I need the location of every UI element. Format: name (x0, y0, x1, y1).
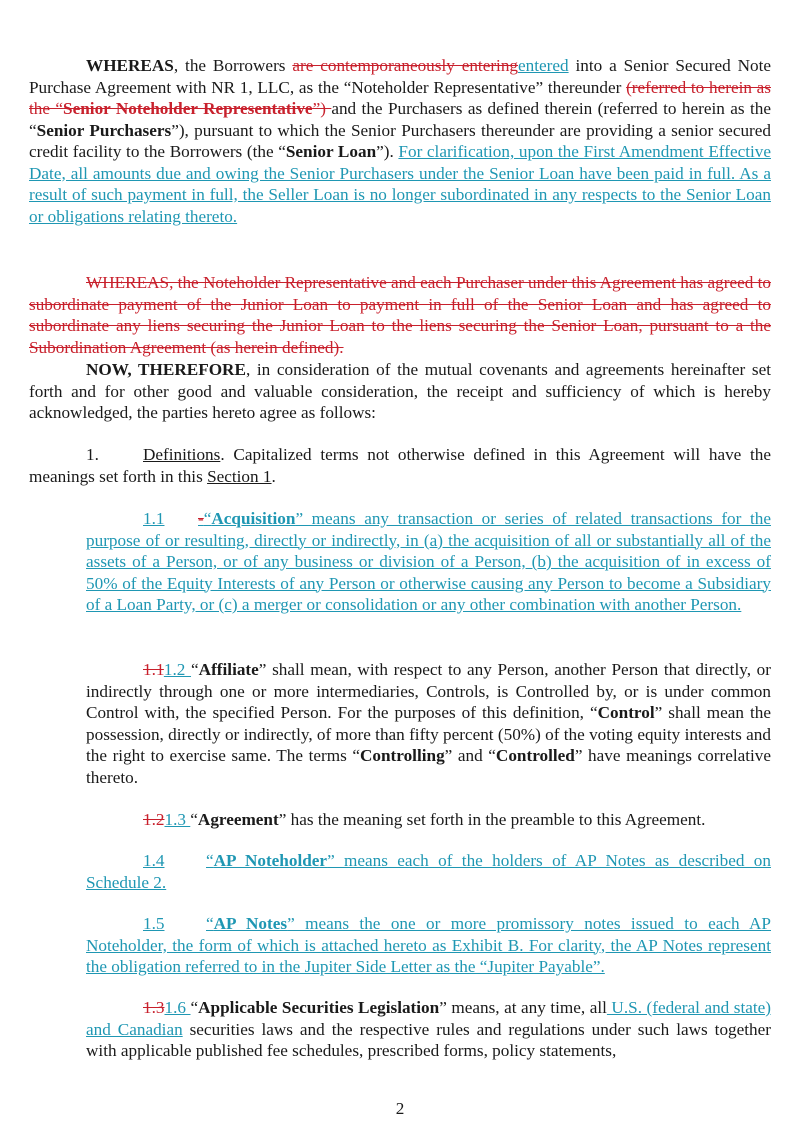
text-run: . Capitalized terms not otherwise defined in this Agreement will have the meanings set forth in this (29, 445, 771, 486)
inserted-number: 1.6 (164, 998, 191, 1017)
text-run: “ (190, 998, 199, 1017)
definition-number: 1.1 (143, 509, 165, 528)
defined-term: Applicable Securities Legislation (198, 998, 440, 1017)
definition-number: 1.4 (143, 851, 165, 870)
text-run: ” and “ (444, 746, 496, 765)
text-run: “ (206, 914, 214, 933)
deleted-number: 1.2 (143, 810, 165, 829)
now-therefore-label: NOW, THEREFORE (86, 360, 246, 379)
defined-term: Acquisition (211, 509, 296, 528)
section-1-definitions (29, 444, 771, 487)
text-run: ” means each of the holders of AP Notes as described on Schedule 2. (86, 851, 771, 892)
definition-ap-notes (86, 913, 771, 978)
defined-term: Controlled (495, 746, 575, 765)
deleted-number: 1.1 (143, 660, 164, 679)
page-number: 2 (395, 1099, 405, 1118)
definition-affiliate (86, 659, 771, 788)
text-run: ” means the one or more promissory notes issued to each AP Noteholder, the form of which is attached hereto as Exhibit B. For clarity, the AP Notes represent the obligation referred to in the Jupiter Side Letter as the “Jupiter Payable”. (86, 914, 771, 976)
section-reference: Section 1 (207, 466, 272, 486)
text-run: ” has the meaning set forth in the preamble to this Agreement. (278, 810, 706, 829)
defined-term: Controlling (359, 746, 445, 765)
inserted-text: entered (518, 56, 569, 75)
definition-applicable-securities-legislation (86, 997, 771, 1062)
defined-term: Agreement (197, 810, 279, 829)
text-run: ” have meanings correlative thereto. (86, 746, 772, 787)
defined-term: AP Notes (213, 914, 288, 933)
inserted-text: For clarification, upon the First Amendment Effective Date, all amounts due and owing the Senior Purchasers under the Senior Loan have been paid in full. As a result of such payment in full, the Seller Loan is no longer subordinated in any respects to the Senior Loan or obligations relating thereto. (29, 142, 771, 226)
text-run: , in consideration of the mutual covenants and agreements hereinafter set forth and for other good and valuable consideration, the receipt and sufficiency of which is hereby acknowledged, the parties hereto agree as follows: (29, 360, 771, 422)
defined-term: Senior Noteholder Representative (63, 99, 313, 118)
now-therefore-paragraph (29, 359, 771, 424)
section-title: Definitions (143, 445, 221, 464)
definition-ap-noteholder (86, 850, 771, 893)
inserted-number: 1.2 (163, 660, 192, 679)
deleted-text: are contemporaneously entering (292, 56, 519, 75)
defined-term: Senior Purchasers (36, 120, 172, 140)
text-run: securities laws and the respective rules and regulations under such laws together with applicable published fee schedules, prescribed forms, policy statements, (86, 1019, 771, 1060)
defined-term: AP Noteholder (213, 851, 328, 870)
text-run: ”). (376, 142, 399, 161)
deleted-number: 1.3 (143, 998, 165, 1017)
definition-number: 1.5 (143, 914, 165, 933)
defined-term: Senior Loan (285, 142, 377, 161)
text-run: “ (190, 810, 198, 829)
text-run: “ (191, 660, 199, 679)
whereas-label: WHEREAS (86, 56, 174, 75)
whereas-paragraph-senior-loan (29, 55, 771, 227)
text-run: into a Senior Secured Note Purchase Agreement with NR 1, LLC, as the “Noteholder Representative” thereunder (29, 56, 771, 97)
inserted-text: U.S. (federal and state) and Canadian (86, 998, 772, 1039)
text-run: , the Borrowers (173, 56, 293, 75)
defined-term: Affiliate (198, 660, 259, 679)
text-run: ” shall mean the possession, directly or indirectly, of more than fifty percent (50%) of the voting equity interests and the right to exercise same. The terms “ (86, 703, 772, 765)
deleted-text: - (198, 509, 204, 528)
defined-term: Control (597, 703, 655, 722)
inserted-number: 1.3 (164, 810, 191, 829)
text-run: . (271, 466, 276, 486)
text-run: ”) (312, 99, 332, 118)
text-run: (referred to herein as the “ (29, 77, 771, 118)
text-run: ” shall mean, with respect to any Person, another Person that directly, or indirectly through one or more intermediaries, Controls, is Controlled by, or is under common Control with, the specified Person. For the purposes of this definition, “ (86, 660, 771, 722)
text-run: ” means any transaction or series of related transactions for the purpose of or resulting, directly or indirectly, in (a) the acquisition of all or substantially all of the assets of a Person, or of any business or division of a Person, (b) the acquisition of in excess of 50% of the Equity Interests of any Person or otherwise causing any Person to become a Subsidiary of a Loan Party, or (c) a merger or consolidation or any other combination with another Person. (86, 509, 771, 614)
text-run: “ (206, 851, 214, 870)
whereas-paragraph-subordination-deleted: WHEREAS, the Noteholder Representative and each Purchaser under this Agreement has agreed to subordinate payment of the Junior Loan to payment in full of the Senior Loan and has agreed to subordinate any liens securing the Junior Loan to the liens securing the Senior Loan, pursuant to a the Subordination Agreement (as herein defined). (29, 273, 771, 357)
text-run: and the Purchasers as defined therein (referred to herein as the “ (29, 99, 771, 140)
text-run: ” means, at any time, all (439, 998, 607, 1017)
section-number: 1. (86, 445, 99, 464)
text-run: ”), pursuant to which the Senior Purchasers thereunder are providing a senior secured credit facility to the Borrowers (the “ (29, 120, 771, 161)
definition-agreement (86, 809, 771, 831)
text-run: “ (203, 509, 212, 528)
definition-acquisition (86, 508, 771, 616)
